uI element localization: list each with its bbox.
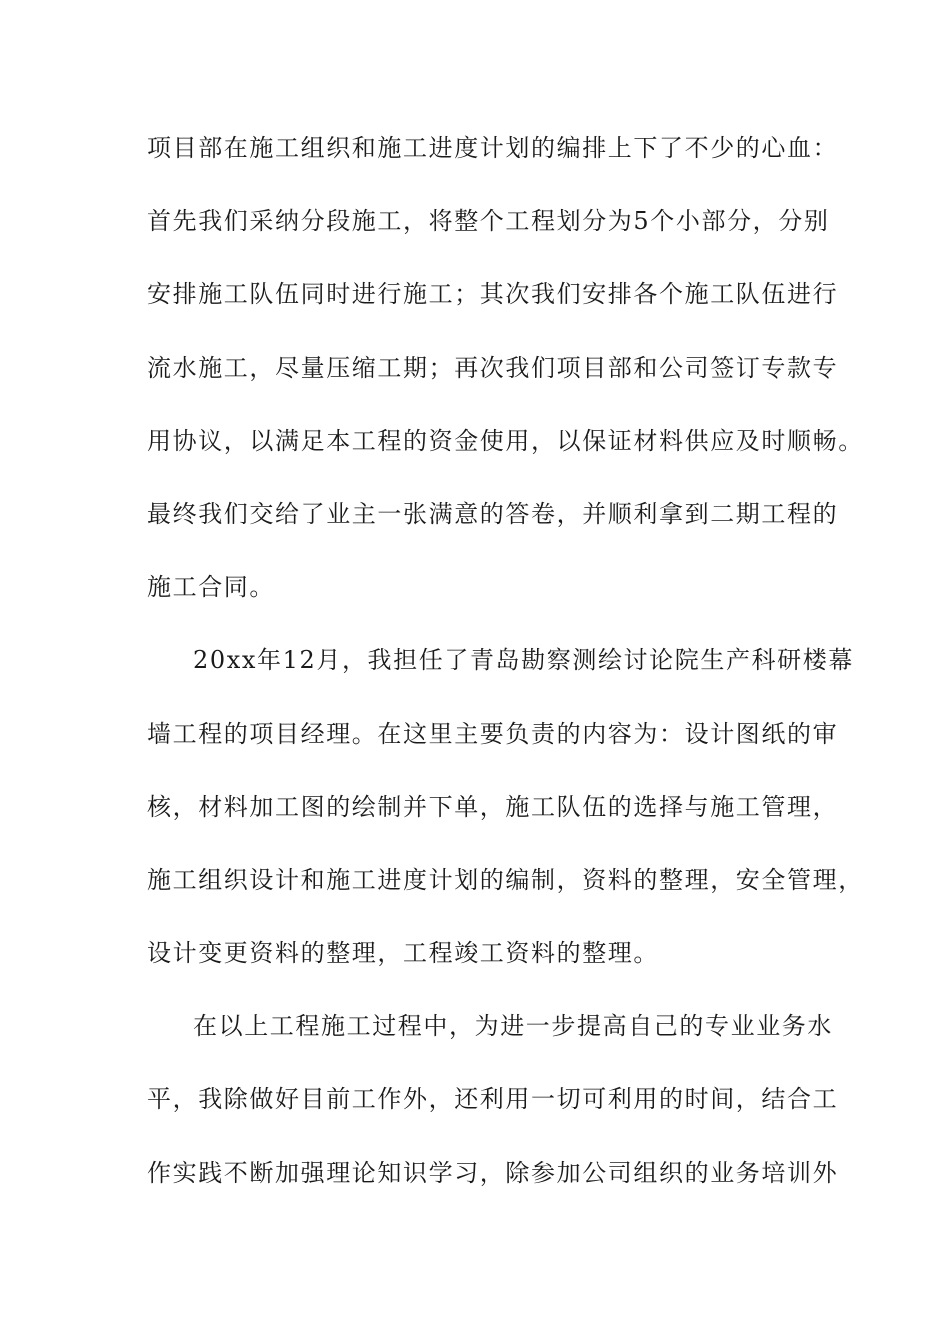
text-line: 首先我们采纳分段施工，将整个工程划分为5个小部分，分别 (147, 207, 830, 236)
text-line: 流水施工，尽量压缩工期；再次我们项目部和公司签订专款专 (147, 353, 839, 382)
text-line: 作实践不断加强理论知识学习，除参加公司组织的业务培训外 (147, 1158, 839, 1187)
text-line: 安排施工队伍同时进行施工；其次我们安排各个施工队伍进行 (147, 280, 839, 309)
text-line: 最终我们交给了业主一张满意的答卷，并顺利拿到二期工程的 (147, 499, 839, 528)
document-body (147, 130, 864, 1228)
text-line: 项目部在施工组织和施工进度计划的编排上下了不少的心血： (147, 134, 839, 162)
text-line: 用协议，以满足本工程的资金使用，以保证材料供应及时顺畅。 (147, 426, 864, 455)
text-line: 平，我除做好目前工作外，还利用一切可利用的时间，结合工 (147, 1085, 839, 1114)
paragraph-start-line: 20xx年12月，我担任了青岛勘察测绘讨论院生产科研楼幕 (193, 646, 854, 675)
text-line: 核，材料加工图的绘制并下单，施工队伍的选择与施工管理， (147, 792, 839, 821)
text-line: 设计变更资料的整理，工程竣工资料的整理。 (147, 939, 659, 968)
text-line: 施工合同。 (147, 573, 275, 602)
text-line: 墙工程的项目经理。在这里主要负责的内容为：设计图纸的审 (147, 719, 839, 748)
paragraph-start-line: 在以上工程施工过程中，为进一步提高自己的专业业务水 (193, 1012, 833, 1041)
text-line: 施工组织设计和施工进度计划的编制，资料的整理，安全管理， (147, 865, 864, 894)
